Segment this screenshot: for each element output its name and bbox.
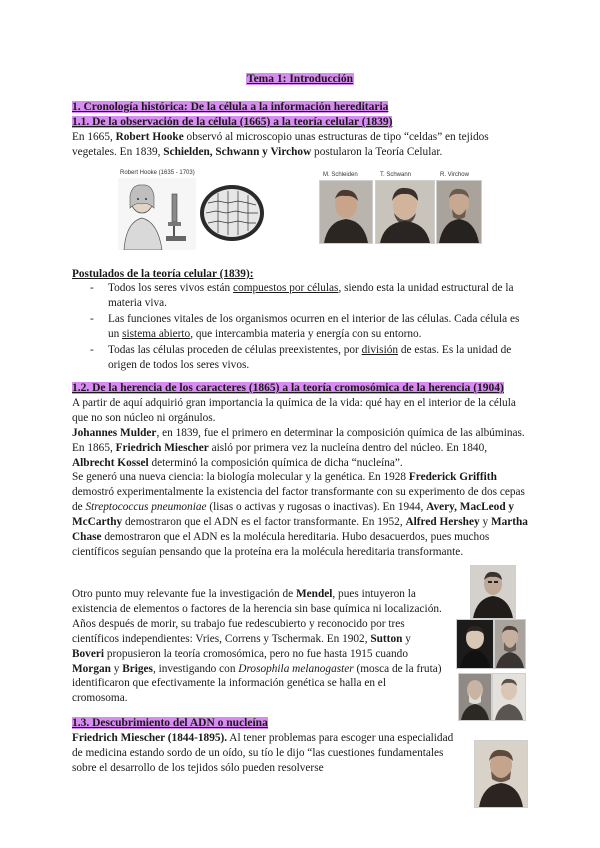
- list-item: - Las funciones vitales de los organismos ocurren en el interior de las células. Cada célula es un sistema abierto, que intercambia materia y energía con su entorno.: [90, 312, 520, 340]
- section-1-3-heading: 1.3. Descubrimiento del ADN o nucleína: [72, 717, 268, 729]
- list-item: - Todos los seres vivos están compuestos por células, siendo esta la unidad estructural de la materia viva.: [90, 282, 514, 309]
- bridges-portrait: [492, 673, 526, 721]
- boveri-portrait: [494, 619, 526, 669]
- postulates-list: [90, 281, 530, 373]
- schwann-portrait: [375, 180, 435, 244]
- hooke-caption: Robert Hooke (1635 - 1703): [120, 170, 195, 176]
- mendel-portrait: [470, 565, 516, 619]
- section-1-1-heading: 1.1. De la observación de la célula (1665) a la teoría celular (1839): [72, 116, 393, 128]
- list-item: - Todas las células proceden de células preexistentes, por división de estas. Es la unidad de origen de todos los seres vivos.: [90, 343, 512, 371]
- schwann-caption: T. Schwann: [380, 172, 412, 178]
- schleiden-portrait: [319, 180, 373, 244]
- section-1-2-para-4: Otro punto muy relevante fue la investigación de Mendel, pues intuyeron la existencia de elementos o factores de la herencia sin base química ni localización. Años después de morir, su trabajo fue redescubierto y reconocido por tres científicos independientes: Vries, Correns y Tschermak. En 1902, Sutton y Boveri propusieron la teoría cromosómica, pero no fue hasta 1915 cuando Morgan y Briges, investigando con Drosophila melanogaster (mosca de la fruta) identificaron que efectivamente la información genética se halla en el cromosoma.: [72, 588, 442, 705]
- section-1-3-para: Friedrich Miescher (1844-1895). Al tener problemas para escoger una especialidad de medicina estando sordo de un oído, su tío le dijo “las cuestiones fundamentales sobre el desarrollo de los tejidos sólo pueden resolverse: [72, 732, 454, 774]
- morgan-portrait: [458, 673, 492, 721]
- virchow-portrait: [436, 180, 482, 244]
- virchow-caption: R. Virchow: [440, 172, 469, 178]
- section-1-2-para-3: Se generó una nueva ciencia: la biología molecular y la genética. En 1928 Frederick Griffith demostró experimentalmente la existencia del factor transformante con su experimento de dos cepas de Streptococcus pneumoniae (lisas o activas y rugosas o inactivas). En 1944, Avery, MacLeod y McCarthy demostraron que el ADN es el factor transformante. En 1952, Alfred Hershey y Martha Chase demostraron que el ADN es la molécula hereditaria. Hubo desacuerdos, pues muchos científicos seguían pensando que la proteína era la molécula hereditaria transformante.: [72, 471, 528, 558]
- section-1-2-para-2: Johannes Mulder, en 1839, fue el primero en determinar la composición química de las albúminas. En 1865, Friedrich Miescher aisló por primera vez la nucleína dentro del núcleo. En 1840, Albrecht Kossel determinó la composición química de dicha “nucleína”.: [72, 427, 525, 469]
- section-1-2-para-1: A partir de aquí adquirió gran importancia la química de la vida: qué hay en el interior de la célula que no son núcleo ni orgánulos.: [72, 397, 516, 424]
- section-1-2-heading: 1.2. De la herencia de los caracteres (1865) a la teoría cromosómica de la herencia (1904): [72, 382, 504, 394]
- cork-cells-drawing: [198, 183, 266, 243]
- miescher-portrait: [474, 740, 528, 808]
- intro-paragraph: En 1665, Robert Hooke observó al microscopio unas estructuras de tipo “celdas” en tejidos vegetales. En 1839, Schielden, Schwann y Virchow postularon la Teoría Celular.: [72, 131, 489, 158]
- postulates-title: Postulados de la teoría celular (1839):: [72, 268, 254, 280]
- schleiden-caption: M. Schleiden: [323, 172, 358, 178]
- document-title: Tema 1: Introducción: [246, 73, 354, 85]
- section-1-heading: 1. Cronología histórica: De la célula a la información hereditaria: [72, 101, 389, 113]
- hooke-illustration: [118, 178, 196, 250]
- sutton-portrait: [456, 619, 494, 669]
